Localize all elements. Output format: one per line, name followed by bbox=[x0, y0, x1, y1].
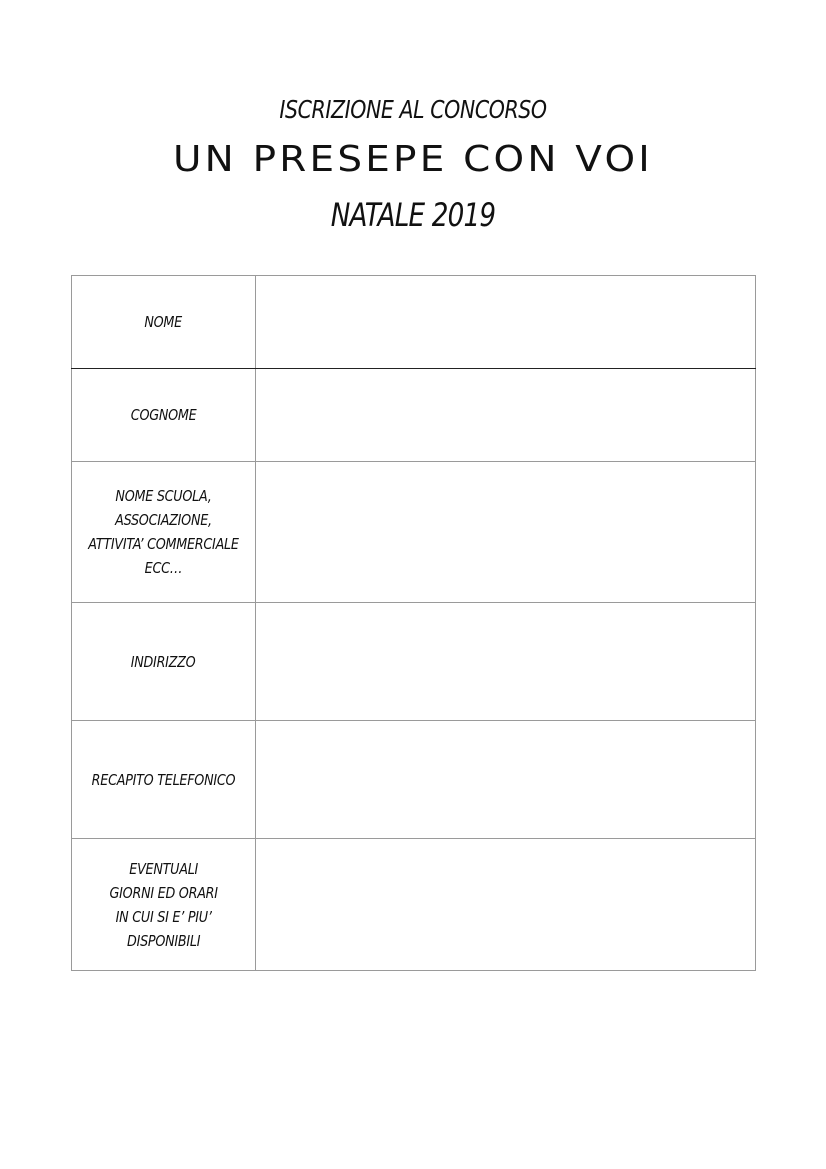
field-label-disponibilita: EVENTUALI GIORNI ED ORARI IN CUI SI E’ PIU’ DISPONIBILI bbox=[72, 839, 256, 971]
document-subtitle: ISCRIZIONE AL CONCORSO bbox=[279, 95, 547, 124]
document-header bbox=[0, 88, 826, 240]
form-row-organization bbox=[72, 462, 756, 603]
field-value-indirizzo[interactable] bbox=[256, 603, 756, 721]
field-value-nome[interactable] bbox=[256, 276, 756, 369]
form-row-indirizzo bbox=[72, 603, 756, 721]
form-row-cognome bbox=[72, 369, 756, 462]
field-label-nome: NOME bbox=[72, 276, 256, 369]
event-name: NATALE 2019 bbox=[330, 196, 496, 234]
field-value-telefono[interactable] bbox=[256, 721, 756, 839]
field-value-disponibilita[interactable] bbox=[256, 839, 756, 971]
registration-form-table bbox=[71, 275, 756, 971]
field-value-organization[interactable] bbox=[256, 462, 756, 603]
form-row-telefono bbox=[72, 721, 756, 839]
field-label-cognome: COGNOME bbox=[72, 369, 256, 462]
field-label-indirizzo: INDIRIZZO bbox=[72, 603, 256, 721]
field-value-cognome[interactable] bbox=[256, 369, 756, 462]
field-label-telefono: RECAPITO TELEFONICO bbox=[72, 721, 256, 839]
field-label-organization: NOME SCUOLA, ASSOCIAZIONE, ATTIVITA’ COMMERCIALE ECC… bbox=[72, 462, 256, 603]
form-row-disponibilita bbox=[72, 839, 756, 971]
document-title: UN PRESEPE CON VOI bbox=[172, 139, 654, 180]
form-row-nome bbox=[72, 276, 756, 369]
